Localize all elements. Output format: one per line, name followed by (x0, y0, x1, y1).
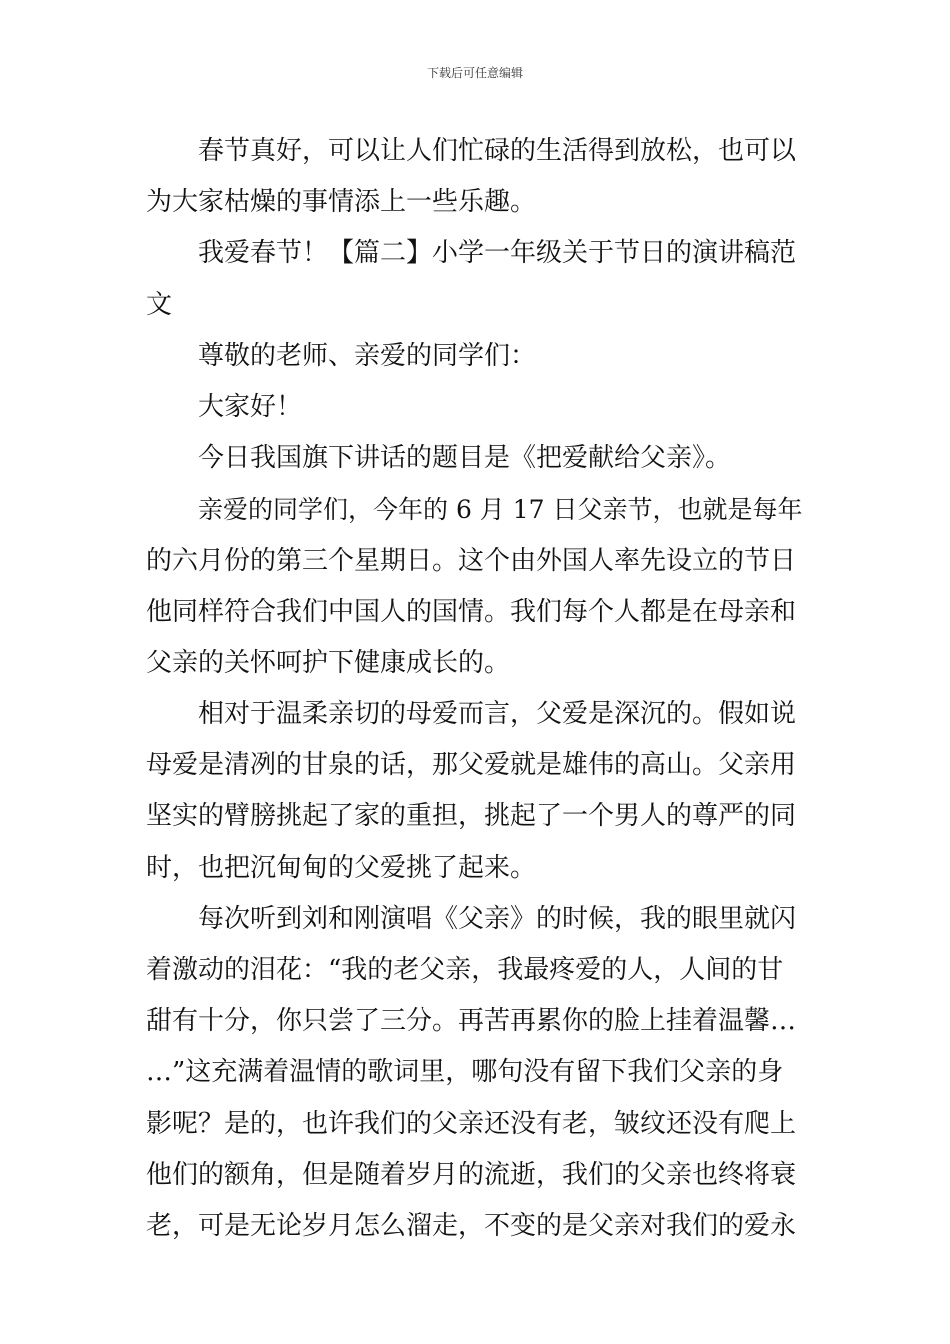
text-line: 他们的额角，但是随着岁月的流逝，我们的父亲也终将衰 (146, 1159, 797, 1190)
text-line: 尊敬的老师、亲爱的同学们： (198, 340, 537, 371)
text-line: 春节真好，可以让人们忙碌的生活得到放松，也可以 (198, 136, 797, 166)
text-line: 甜有十分，你只尝了三分。再苦再累你的脸上挂着温馨… (146, 1006, 797, 1037)
text-line: 影呢？是的，也许我们的父亲还没有老，皱纹还没有爬上 (146, 1108, 797, 1139)
text-line: 我爱春节！【篇二】小学一年级关于节日的演讲稿范 (198, 238, 797, 269)
text-line: 的六月份的第三个星期日。这个由外国人率先设立的节日 (146, 545, 797, 576)
text-line: 大家好！ (198, 391, 303, 422)
text-line: 老，可是无论岁月怎么溜走，不变的是父亲对我们的爱永 (146, 1210, 797, 1241)
text-line: 着激动的泪花：“我的老父亲，我最疼爱的人，人间的甘 (146, 955, 784, 985)
text-line: 他同样符合我们中国人的国情。我们每个人都是在母亲和 (146, 596, 797, 627)
document-body (146, 126, 806, 1252)
text-line: 亲爱的同学们，今年的 6 月 17 日父亲节，也就是每年 (198, 495, 803, 525)
text-line: 坚实的臂膀挑起了家的重担，挑起了一个男人的尊严的同 (146, 801, 797, 832)
text-line: 今日我国旗下讲话的题目是《把爱献给父亲》。 (198, 443, 732, 474)
page-header: 下载后可任意编辑 (426, 66, 523, 80)
text-line: 时，也把沉甸甸的父爱挑了起来。 (146, 852, 537, 883)
text-line: 文 (146, 289, 173, 320)
text-line: 父亲的关怀呵护下健康成长的。 (146, 647, 511, 678)
text-line: 相对于温柔亲切的母爱而言，父爱是深沉的。假如说 (198, 699, 797, 730)
text-line: 母爱是清冽的甘泉的话，那父爱就是雄伟的高山。父亲用 (146, 750, 797, 781)
text-line: 每次听到刘和刚演唱《父亲》的时候，我的眼里就闪 (198, 903, 797, 934)
text-line: 为大家枯燥的事情添上一些乐趣。 (146, 187, 537, 218)
text-line: …”这充满着温情的歌词里，哪句没有留下我们父亲的身 (146, 1057, 784, 1088)
